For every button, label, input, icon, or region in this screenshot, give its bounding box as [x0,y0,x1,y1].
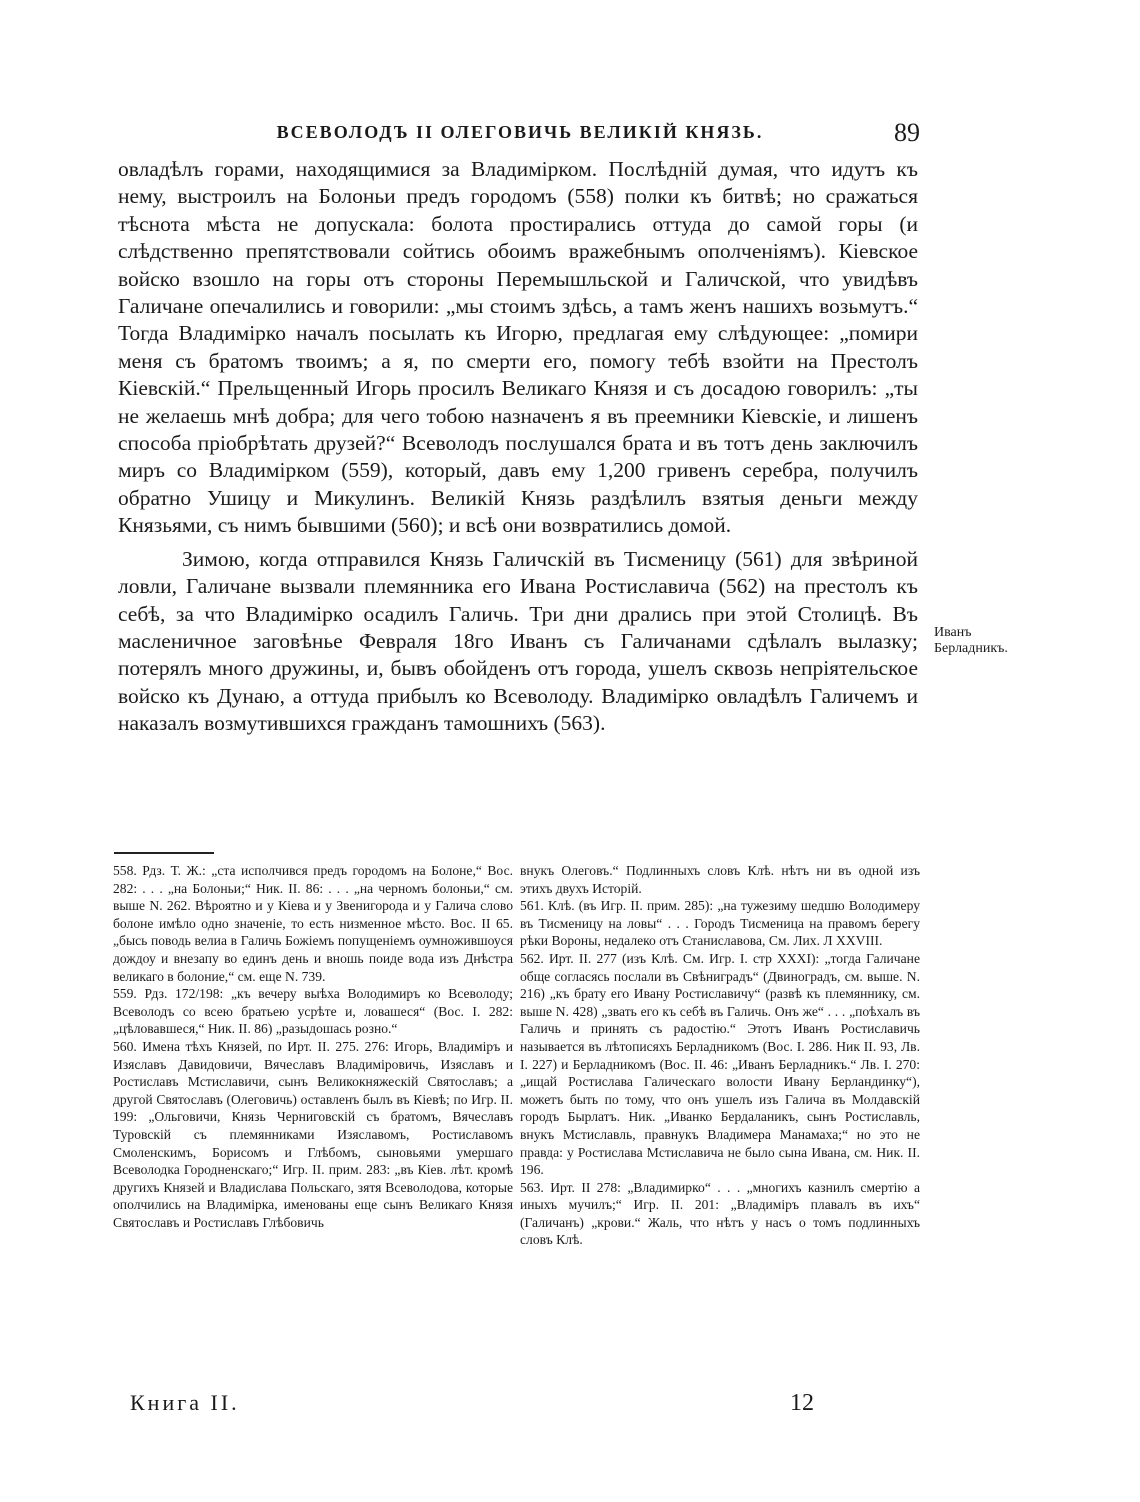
footnote-text: внукъ Олеговъ.“ Подлинныхъ словъ Клѣ. нѣтъ ни въ одной изъ этихъ двухъ Исторій. [520,863,920,896]
footnote [520,897,920,950]
footnote [113,1038,513,1232]
footnote-text: Рдз. 172/198: „къ вечеру выѣха Володимиръ ко Всеволоду; Всеволодъ со всею братьею усрѣте и, ловашеся“ (Вос. I. 282: „цѣловавшеся,“ Ник. II. 86) „разыдошась розно.“ [113,986,513,1037]
footnote-text: Имена тѣхъ Князей, по Ирт. II. 275. 276: Игорь, Владиміръ и Изяславъ Давидовичи, Вячеславъ Владиміровичь, Изяславъ и Ростиславъ Мстиславичи, сынъ Великокняжескій Святославъ; а другой Святославъ (Олеговичь) оставленъ былъ въ Кіевѣ; по Игр. II. 199: „Ольговичи, Князь Черниговскій съ братомъ, Вячеславъ Туровскій съ племянниками Изяславомъ, Ростиславомъ Смоленскимъ, Борисомъ и Глѣбомъ, сыновьями умершаго Всеволодка Городненскаго;“ Игр. II. прим. 283: „въ Кіев. лѣт. кромѣ другихъ Князей и Владислава Польскаго, зятя Всеволодова, которые ополчились на Владимірка, именованы еще сынъ Великаго Князя Святославъ и Ростиславъ Глѣбовичь [113,1038,513,1230]
footnote-number: 558. [113,863,137,878]
footnote-number: 561. [520,898,544,914]
page-header [120,118,920,148]
main-text [118,156,918,738]
footnote-rule [114,852,214,854]
footnote-text: Рдз. Т. Ж.: „ста исполчився предъ городомъ на Болоне,“ Вос. 282: . . . „на Болоньи;“ Ник. II. 86: . . . „на черномъ болоньи,“ см. выше N. 262. Вѣроятно и у Кіева и у Звенигорода и у Галича слово болоне имѣло одно значеніе, то есть низменное мѣсто. Вос. II 65. „бысь поводь велиа в Галичь Божіемъ попущеніемъ оумножившоуся дождоу и внезапу во единъ день и вношь поиде вода изъ Днѣстра великаго в болоние,“ см. еще N. 739. [113,863,513,984]
footnote-text: Ирт. II 278: „Владимирко“ . . . „многихъ казнилъ смертію а иныхъ мучилъ;“ Игр. II. 201: „Владиміръ плавалъ въ ихъ“ (Галичанъ) „крови.“ Жаль, что нѣтъ у насъ о томъ подлинныхъ словъ Клѣ. [520,1179,920,1248]
page-footer [130,1390,830,1420]
paragraph-2: Зимою, когда отправился Князь Галичскій въ Тисменицу (561) для звѣриной ловли, Галичане вызвали племянника его Ивана Ростиславича (562) на престолъ къ себѣ, за что Владимірко осадилъ Галичь. Три дни дрались при этой Столицѣ. Въ масленичное заговѣнье Февраля 18го Иванъ съ Галичанами сдѣлалъ вылазку; потерялъ много дружины, и, бывъ обойденъ отъ города, ушелъ сквозь непріятельское войско къ Дунаю, а оттуда прибылъ ко Всеволоду. Владимірко овладѣлъ Галичемъ и наказалъ возмутившихся гражданъ тамошнихъ (563). [118,546,918,736]
footnotes-left-column [113,862,513,1231]
footnote-number: 560. [113,1038,137,1054]
page-number: 89 [894,118,920,147]
footnote [520,950,920,1179]
footnote-number: 562. [520,950,544,966]
footnote-number: 559. [113,986,137,1002]
footnote [520,862,920,897]
footnote-number: 563. [520,1179,544,1195]
footnotes-right-column [520,862,920,1249]
paragraph-1: овладѣлъ горами, находящимися за Владимірком. Послѣдній думая, что идутъ къ нему, выстроилъ на Болоньи предъ городомъ (558) полки къ битвѣ; но сражаться тѣснота мѣста не допускала: болота простирались оттуда до самой горы (и слѣдственно препятствовали сойтись обоимъ вражебнымъ ополченіямъ). Кіевское войско взошло на горы отъ стороны Перемышльской и Галичской, что увидѣвъ Галичане опечалились и говорили: „мы стоимъ здѣсь, а тамъ женъ нашихъ возьмутъ.“ Тогда Владимірко началъ посылать къ Игорю, предлагая ему слѣдующее: „помири меня съ братомъ твоимъ; а я, по смерти его, помогу тебѣ взойти на Престолъ Кіевскій.“ Прельщенный Игорь просилъ Великаго Князя и съ досадою говорилъ: „ты не желаешь мнѣ добра; для чего тобою назначенъ я въ преемники Кіевскіе, и лишенъ способа пріобрѣтать друзей?“ Всеволодъ послушался брата и въ тотъ день заключилъ миръ со Владимірком (559), который, давъ ему 1,200 гривенъ серебра, получилъ обратно Ушицу и Микулинъ. Великій Князь раздѣлилъ взятыя деньги между Князьями, съ нимъ бывшими (560); и всѣ они возвратились домой. [118,157,918,538]
footnote-text: Клѣ. (въ Игр. II. прим. 285): „на тужезиму шедшю Володимеру въ Тисменицу на ловы“ . . . Городъ Тисменица на правомъ берегу рѣки Вороны, недалеко отъ Станиславова, См. Лих. Л XXVIII. [520,898,920,949]
footnote [520,1179,920,1249]
footnote-text: Ирт. II. 277 (изъ Клѣ. См. Игр. I. стр XXXI): „тогда Галичане обще согласясь послали въ Свѣниградъ“ (Двиноградъ, см. выше. N. 216) „къ брату его Ивану Ростиславичу“ (развѣ къ племяннику, см. выше N. 428) „звать его къ себѣ въ Галичь. Онъ же“ . . . „поѣхалъ въ Галичь и принять съ радостію.“ Этотъ Иванъ Ростиславичь называется въ лѣтописяхъ Берладникомъ (Вос. I. 286. Ник II. 93, Лв. I. 227) и Берладникомъ (Вос. II. 46: „Иванъ Берладникъ.“ Лв. I. 270: „ищай Ростислава Галическаго волости Ивану Берландинку“), можетъ быть по тому, что онъ ушелъ изъ Галича въ Молдавскій городъ Бырлатъ. Ник. „Иванко Бердаланикъ, сынъ Ростиславль, внукъ Мстиславль, правнукъ Владимера Манамаха;“ но это не правда: у Ростислава Мстиславича не было сына Ивана, см. Ник. II. 196. [520,950,920,1178]
signature-number: 12 [790,1390,814,1416]
margin-note: Иванъ Берладникъ. [934,625,1008,656]
footnote [113,862,513,985]
footnote [113,985,513,1038]
running-head: ВСЕВОЛОДЪ II ОЛЕГОВИЧЬ ВЕЛИКІЙ КНЯЗЬ. [276,122,764,142]
signature-label: Книга II. [130,1390,240,1415]
